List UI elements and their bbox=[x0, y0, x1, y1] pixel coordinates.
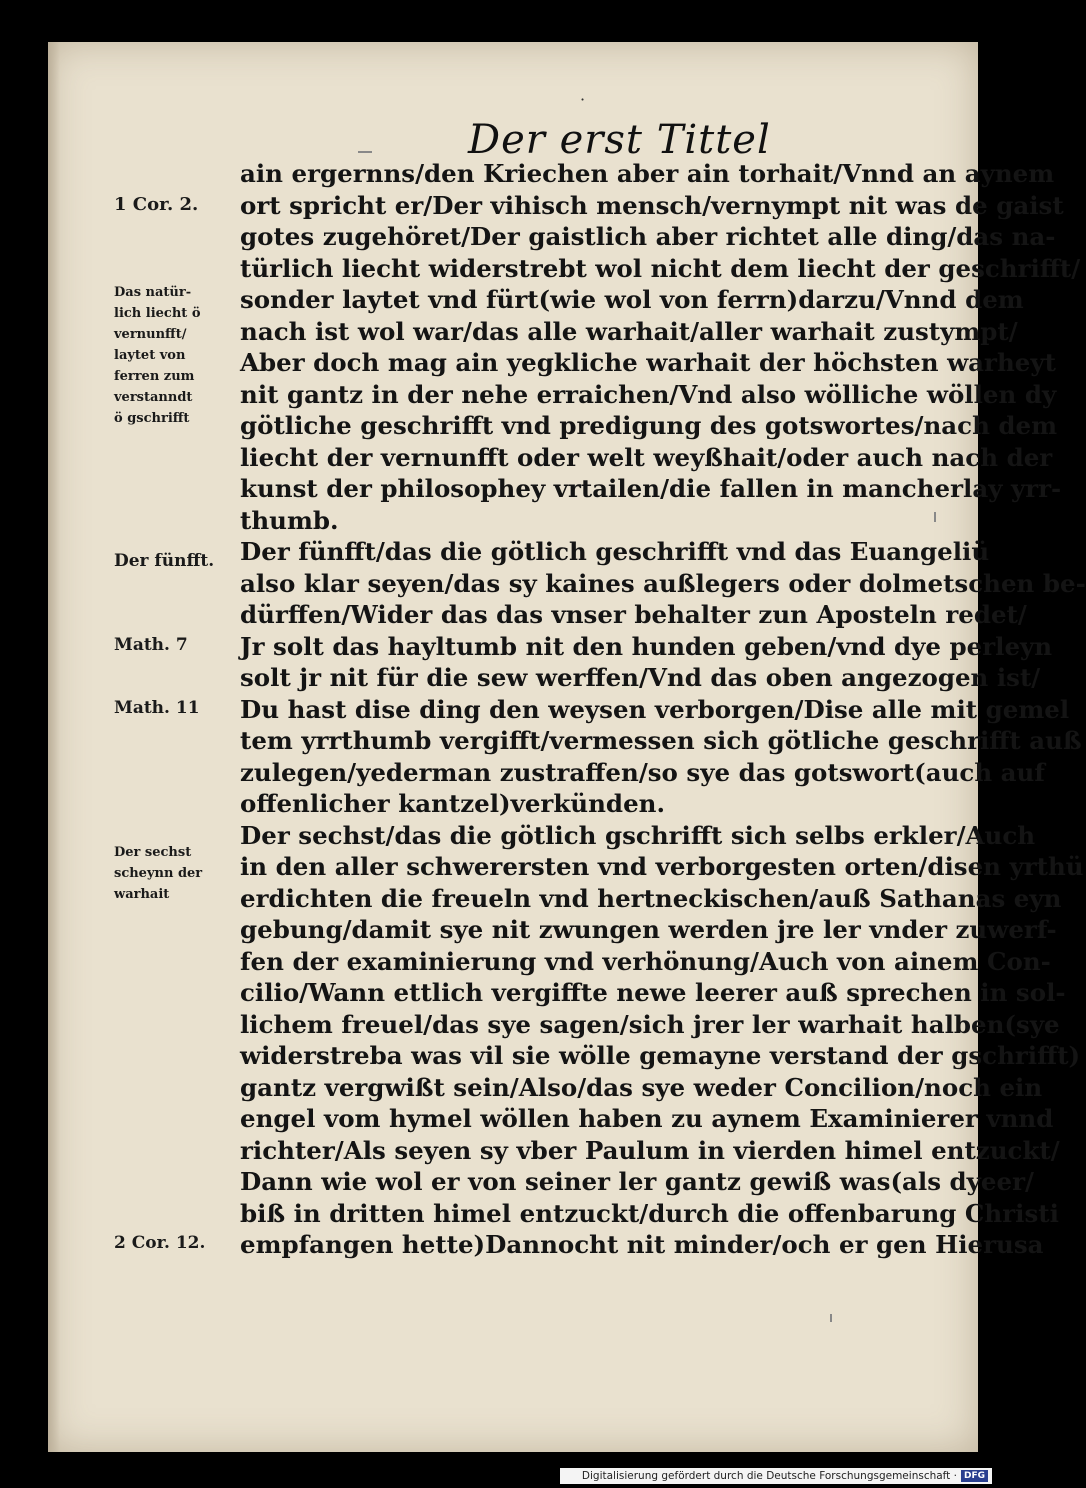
margin-note-line: Der fünfft. bbox=[114, 551, 215, 571]
text-line: fen der examinierung vnd verhönung/Auch von ainem Con- bbox=[240, 946, 1051, 976]
text-line: cilio/Wann ettlich vergiffte newe leerer auß sprechen in sol- bbox=[240, 978, 1066, 1007]
text-line: nach ist wol war/das alle warhait/aller warhait zustympt/ bbox=[240, 316, 1018, 346]
stray-mark bbox=[934, 512, 936, 522]
margin-note-line: Math. 7 bbox=[114, 635, 188, 655]
margin-note-line: scheynn der bbox=[114, 866, 203, 881]
text-line: biß in dritten himel entzuckt/durch die offenbarung Christi bbox=[240, 1198, 1059, 1228]
margin-note-line: verstanndt bbox=[114, 390, 193, 405]
page-heading: Der erst Tittel bbox=[468, 117, 771, 163]
text-line: Der fünfft/das die götlich geschrifft vnd das Euangeliü bbox=[240, 537, 990, 566]
margin-note-line: warhait bbox=[114, 887, 170, 902]
margin-note bbox=[114, 550, 226, 572]
text-line: empfangen hette)Dannocht nit minder/och er gen Hierusa bbox=[240, 1230, 1044, 1259]
text-line: nit gantz in der nehe erraichen/Vnd also wölliche wöllen dy bbox=[240, 379, 1057, 409]
text-line: Aber doch mag ain yegkliche warhait der höchsten warheyt bbox=[240, 348, 1056, 377]
text-line: gantz vergwißt sein/Also/das sye weder Concilion/noch ein bbox=[240, 1072, 1043, 1102]
text-line: gotes zugehöret/Der gaistlich aber richtet alle ding/das na- bbox=[240, 222, 1056, 251]
margin-note-line: laytet von bbox=[114, 348, 186, 363]
margin-note-line: 2 Cor. 12. bbox=[114, 1233, 206, 1253]
margin-note-line: lich liecht ö bbox=[114, 306, 201, 321]
text-line: lichem freuel/das sye sagen/sich jrer ler warhait halben(sye bbox=[240, 1009, 1060, 1039]
body-text bbox=[240, 158, 1086, 1261]
stray-mark bbox=[830, 1314, 832, 1322]
text-line: götliche geschrifft vnd predigung des gotswortes/nach dem bbox=[240, 411, 1058, 440]
margin-note-line: ferren zum bbox=[114, 369, 195, 384]
margin-note-line: Das natür- bbox=[114, 285, 192, 300]
margin-note-line: 1 Cor. 2. bbox=[114, 194, 199, 215]
text-line: erdichten die freueln vnd hertneckischen/auß Sathanas eyn bbox=[240, 883, 1062, 913]
margin-note-line: Math. 11 bbox=[114, 698, 200, 718]
margin-note bbox=[114, 282, 226, 429]
text-line: kunst der philosophey vrtailen/die fallen in mancherlay yrr- bbox=[240, 474, 1062, 503]
text-line: liecht der vernunfft oder welt weyßhait/oder auch nach der bbox=[240, 442, 1053, 472]
digitization-credit bbox=[560, 1468, 992, 1484]
margin-note-line: vernunfft/ bbox=[114, 327, 187, 342]
text-line: Der sechst/das die götlich gschrifft sich selbs erkler/Auch bbox=[240, 820, 1036, 850]
margin-note-line: Der sechst bbox=[114, 845, 192, 860]
text-line: ain ergernns/den Kriechen aber ain torhait/Vnnd an aynem bbox=[240, 159, 1055, 188]
text-line: offenlicher kantzel)verkünden. bbox=[240, 789, 665, 818]
text-line: also klar seyen/das sy kaines außlegers oder dolmetschen be- bbox=[240, 568, 1086, 598]
margin-note bbox=[114, 634, 226, 656]
book-page bbox=[48, 42, 1086, 1452]
text-line: in den aller schwerersten vnd verborgesten orten/disen yrthü bbox=[240, 852, 1084, 881]
margin-note bbox=[114, 194, 226, 216]
margin-note bbox=[114, 1232, 226, 1254]
text-line: tem yrrthumb vergifft/vermessen sich götliche geschrifft auß bbox=[240, 726, 1082, 755]
margin-note bbox=[114, 697, 226, 719]
text-line: Jr solt das hayltumb nit den hunden geben/vnd dye perleyn bbox=[240, 631, 1053, 661]
credit-text: Digitalisierung gefördert durch die Deutsche Forschungsgemeinschaft · bbox=[581, 1470, 957, 1482]
text-line: ort spricht er/Der vihisch mensch/vernympt nit was de gaist bbox=[240, 190, 1064, 220]
text-line: zulegen/yederman zustraffen/so sye das gotswort(auch auf bbox=[240, 757, 1045, 787]
divider bbox=[358, 151, 372, 153]
top-mark: · bbox=[580, 90, 586, 109]
margin-note-line: ö gschrifft bbox=[114, 411, 190, 426]
text-line: richter/Als seyen sy vber Paulum in vierden himel entzuckt/ bbox=[240, 1135, 1060, 1165]
text-line: gebung/damit sye nit zwungen werden jre ler vnder zuwerf- bbox=[240, 915, 1057, 944]
text-line: widerstreba was vil sie wölle gemayne verstand der gschrifft) bbox=[240, 1041, 1081, 1070]
text-line: engel vom hymel wöllen haben zu aynem Examinierer vnnd bbox=[240, 1104, 1054, 1133]
text-line: thumb. bbox=[240, 505, 339, 535]
text-line: türlich liecht widerstrebt wol nicht dem liecht der geschrifft/ bbox=[240, 253, 1081, 283]
text-line: sonder laytet vnd fürt(wie wol von ferrn)darzu/Vnnd dem bbox=[240, 285, 1024, 314]
text-line: Du hast dise ding den weysen verborgen/Dise alle mit gemel bbox=[240, 694, 1070, 724]
text-line: Dann wie wol er von seiner ler gantz gewiß was(als dyeer/ bbox=[240, 1167, 1034, 1196]
text-line: solt jr nit für die sew werffen/Vnd das oben angezogen ist/ bbox=[240, 663, 1041, 692]
dfg-logo: DFG bbox=[961, 1470, 988, 1482]
text-line: dürffen/Wider das das vnser behalter zun Aposteln redet/ bbox=[240, 600, 1027, 629]
margin-note bbox=[114, 842, 226, 905]
